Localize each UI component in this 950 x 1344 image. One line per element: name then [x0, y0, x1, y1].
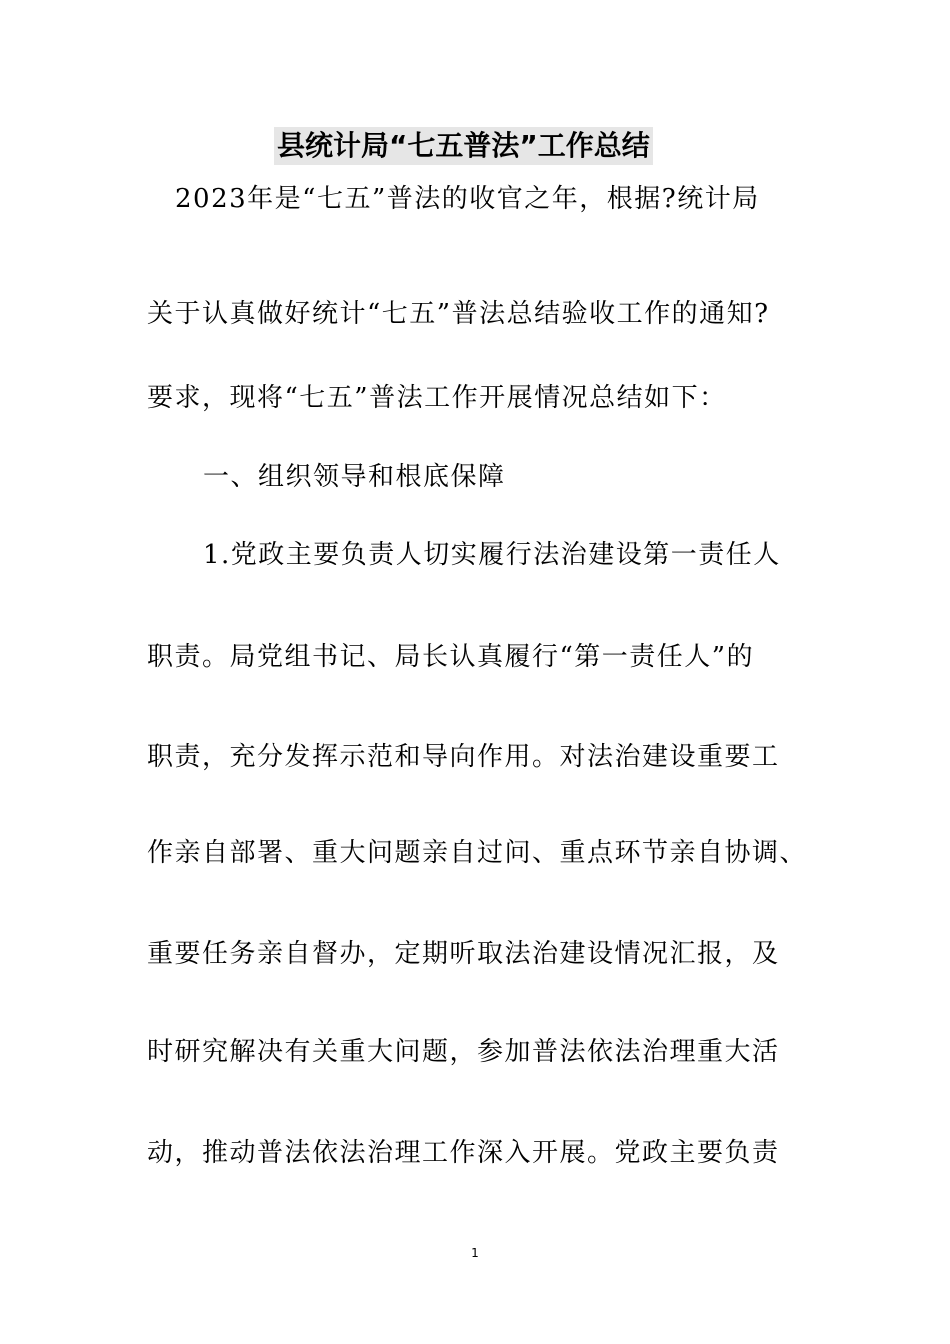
paragraph-line: 2023年是“七五”普法的收官之年，根据?统计局 [175, 184, 760, 214]
paragraph-line: 要求，现将“七五”普法工作开展情况总结如下： [147, 383, 727, 413]
section-heading: 一、组织领导和根底保障 [203, 462, 506, 492]
paragraph-line: 职责。局党组书记、局长认真履行“第一责任人”的 [147, 642, 755, 672]
paragraph-line: 时研究解决有关重大问题，参加普法依法治理重大活 [147, 1037, 780, 1067]
paragraph-line: 1.党政主要负责人切实履行法治建设第一责任人 [203, 540, 781, 570]
paragraph-line: 动，推动普法依法治理工作深入开展。党政主要负责 [147, 1138, 780, 1168]
paragraph-line: 职责，充分发挥示范和导向作用。对法治建设重要工 [147, 742, 780, 772]
paragraph-line: 关于认真做好统计“七五”普法总结验收工作的通知? [147, 299, 770, 329]
page-number: 1 [471, 1246, 479, 1260]
paragraph-line: 作亲自部署、重大问题亲自过问、重点环节亲自协调、 [147, 838, 808, 868]
paragraph-line: 重要任务亲自督办，定期听取法治建设情况汇报，及 [147, 939, 780, 969]
document-title: 县统计局“七五普法”工作总结 [274, 127, 653, 165]
